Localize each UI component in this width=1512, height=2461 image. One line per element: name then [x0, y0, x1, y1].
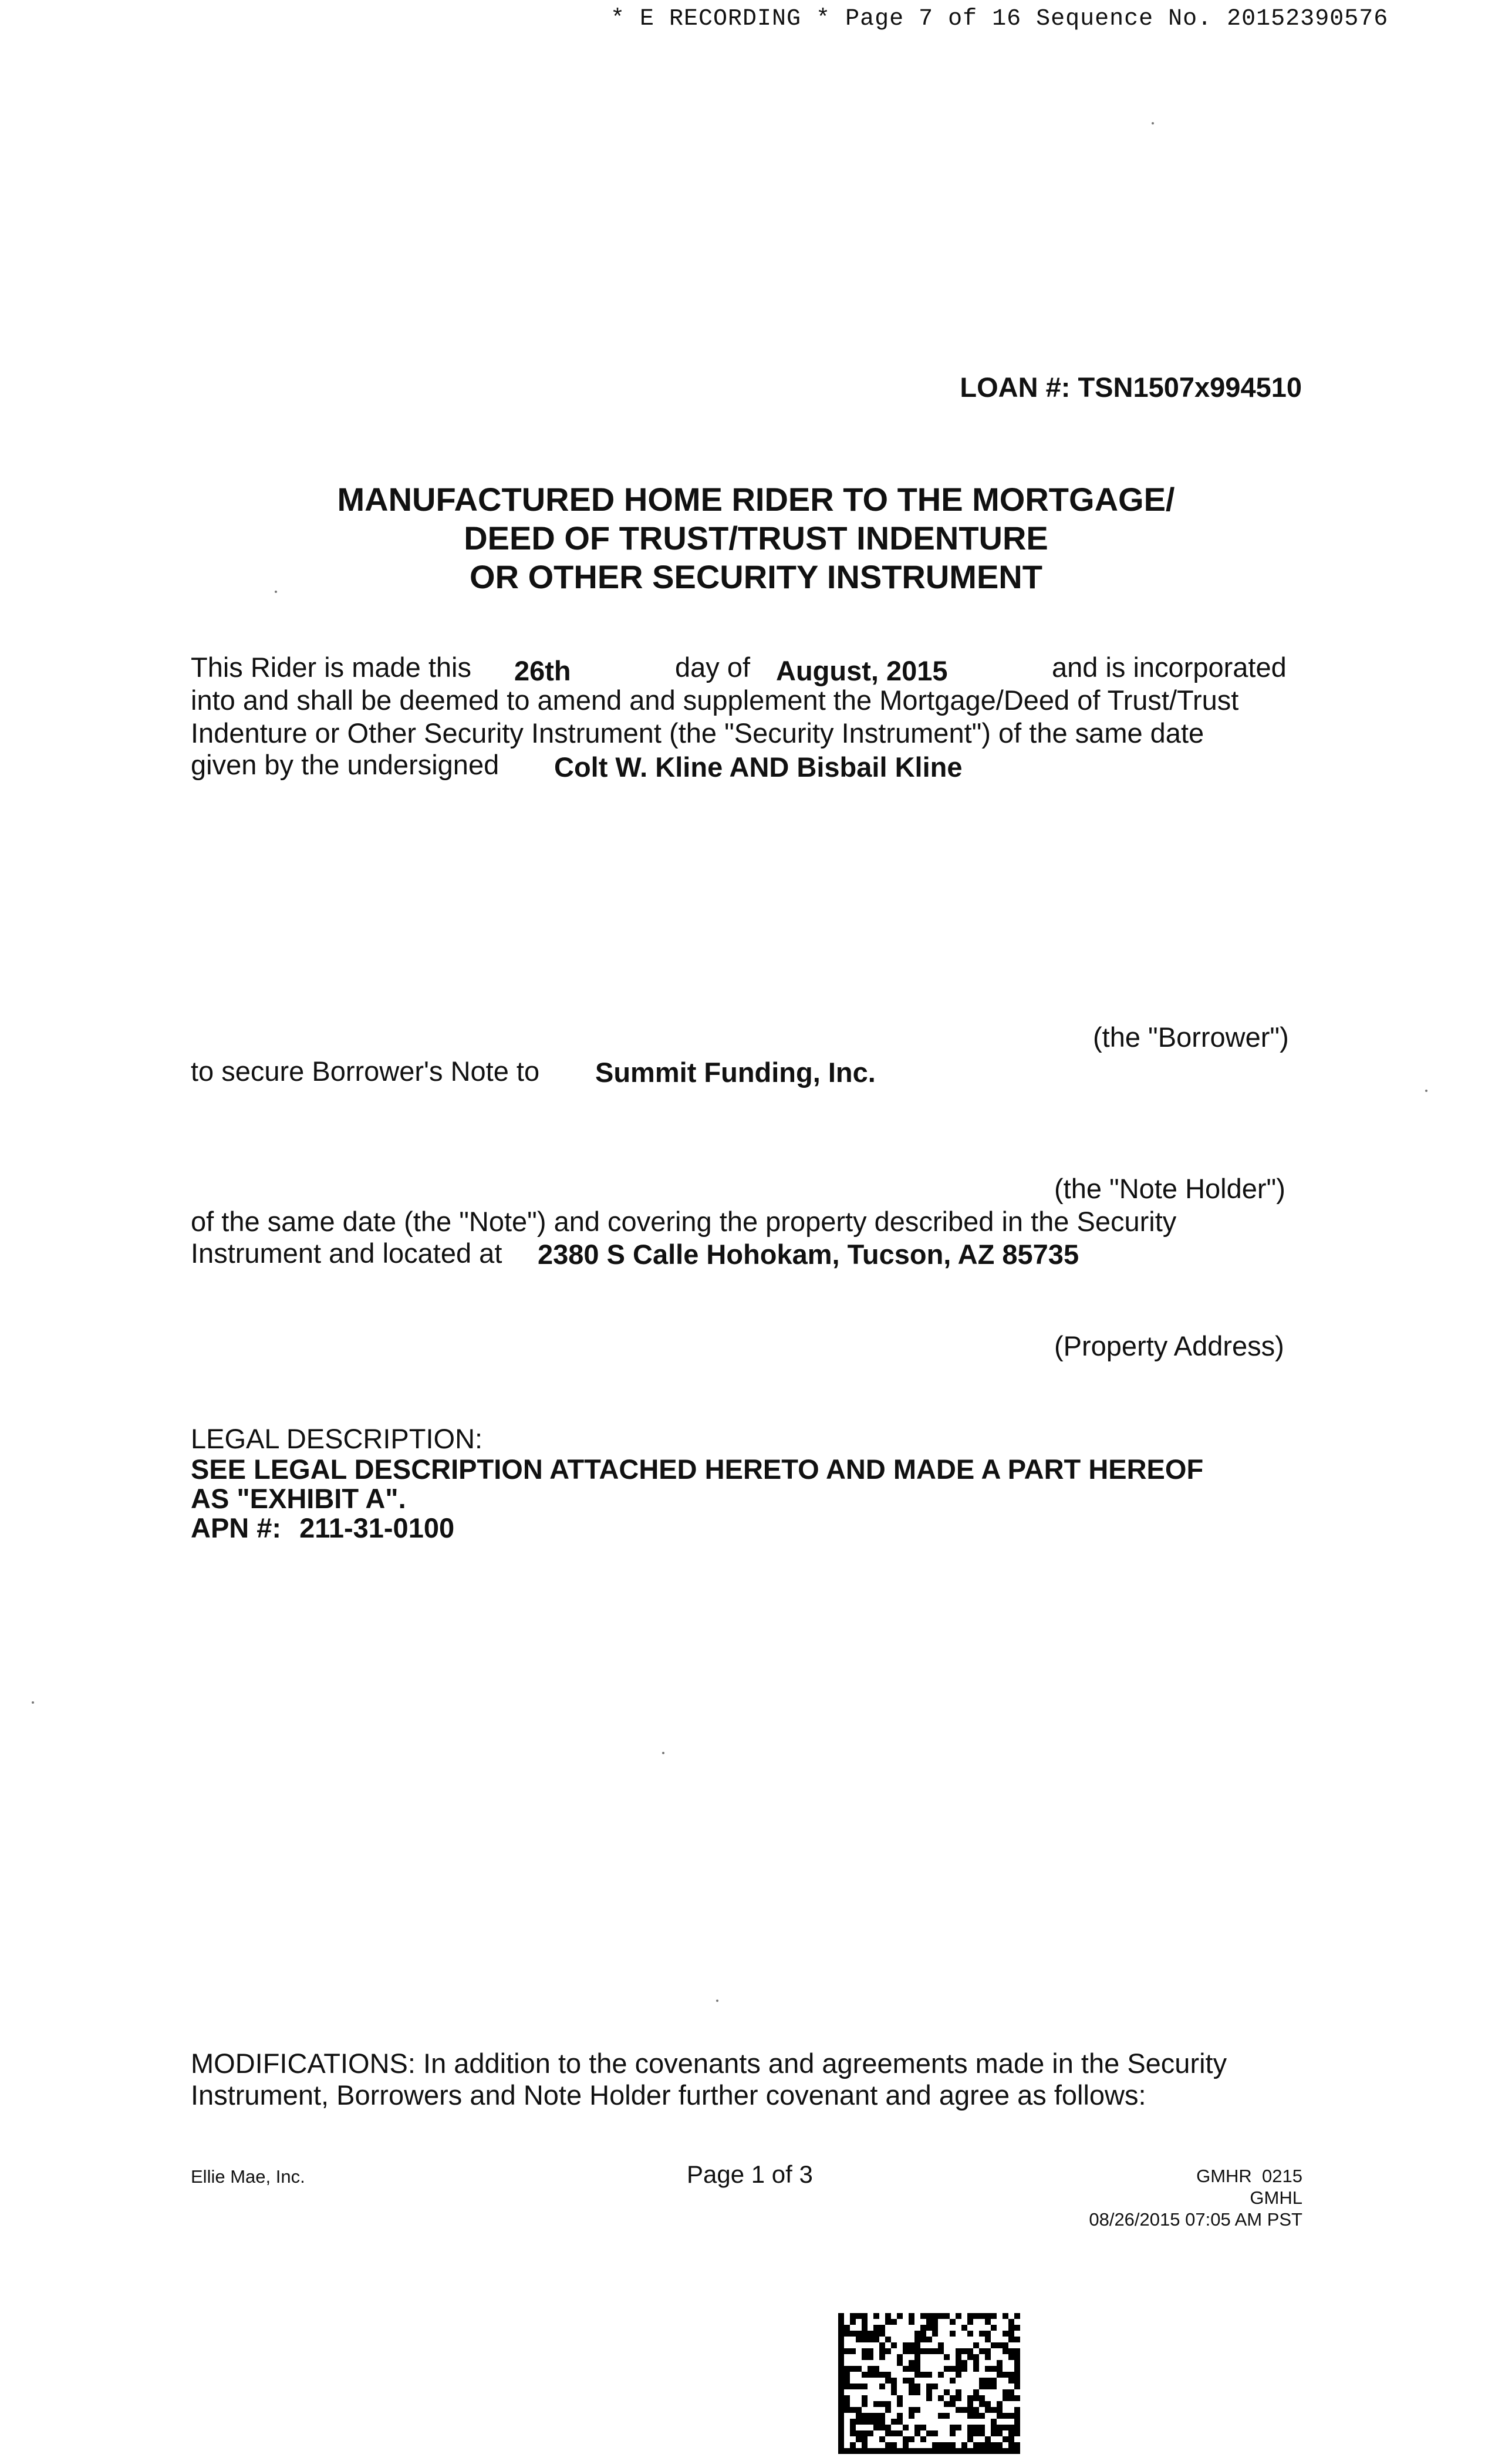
- footer-page: Page 1 of 3: [687, 2160, 813, 2188]
- footer-form-info: [1089, 2165, 1302, 2230]
- modifications-line-2: Instrument, Borrowers and Note Holder further covenant and agree as follows:: [191, 2079, 1146, 2111]
- footer-form-code-1: GMHR 0215: [1196, 2166, 1302, 2186]
- borrower-label: (the "Borrower"): [1093, 1022, 1289, 1053]
- intro-made-this: This Rider is made this: [191, 652, 471, 683]
- apn: [191, 1512, 454, 1544]
- footer-timestamp: 08/26/2015 07:05 AM PST: [1089, 2209, 1302, 2230]
- apn-label: APN #:: [191, 1512, 282, 1543]
- footer-company: Ellie Mae, Inc.: [191, 2166, 305, 2187]
- loan-value: TSN1507x994510: [1078, 372, 1302, 403]
- intro-line-3: Indenture or Other Security Instrument (the "Security Instrument") of the same date: [191, 717, 1204, 749]
- intro-day: 26th: [514, 655, 571, 686]
- scan-speck: [662, 1752, 664, 1754]
- document-title: [0, 480, 1512, 596]
- intro-incorporated: and is incorporated: [1052, 652, 1287, 683]
- intro-month-year: August, 2015: [776, 655, 948, 686]
- scan-speck: [1152, 122, 1154, 124]
- borrower-names: Colt W. Kline AND Bisbail Kline: [554, 751, 963, 783]
- property-address-label: (Property Address): [1054, 1330, 1284, 1361]
- loan-number: [960, 371, 1302, 403]
- intro-day-of: day of: [675, 652, 751, 683]
- note-line-2: of the same date (the "Note") and covering the property described in the Security: [191, 1206, 1177, 1237]
- legal-heading: LEGAL DESCRIPTION:: [191, 1423, 483, 1454]
- intro-given-by: given by the undersigned: [191, 749, 500, 780]
- scan-speck: [716, 2000, 718, 2002]
- note-located-at: Instrument and located at: [191, 1238, 502, 1269]
- intro-line-2: into and shall be deemed to amend and supplement the Mortgage/Deed of Trust/Trust: [191, 685, 1239, 716]
- footer-form-code-2: GMHL: [1250, 2187, 1302, 2208]
- apn-value: 211-31-0100: [299, 1512, 455, 1543]
- note-to-secure: to secure Borrower's Note to: [191, 1056, 540, 1087]
- scan-speck: [275, 591, 277, 593]
- modifications-line-1: MODIFICATIONS: In addition to the covenants and agreements made in the Security: [191, 2048, 1227, 2079]
- title-line-3: OR OTHER SECURITY INSTRUMENT: [470, 558, 1042, 595]
- legal-line-2: AS "EXHIBIT A".: [191, 1483, 406, 1514]
- barcode-image: [838, 2313, 1020, 2454]
- legal-line-1: SEE LEGAL DESCRIPTION ATTACHED HERETO AND MADE A PART HEREOF: [191, 1454, 1204, 1485]
- scan-speck: [1425, 1090, 1427, 1092]
- loan-label: LOAN #:: [960, 372, 1071, 403]
- title-line-2: DEED OF TRUST/TRUST INDENTURE: [464, 520, 1048, 557]
- note-holder-label: (the "Note Holder"): [1054, 1173, 1285, 1204]
- title-line-1: MANUFACTURED HOME RIDER TO THE MORTGAGE/: [337, 481, 1175, 518]
- lender-name: Summit Funding, Inc.: [595, 1057, 876, 1088]
- scan-speck: [32, 1701, 34, 1704]
- property-address: 2380 S Calle Hohokam, Tucson, AZ 85735: [538, 1239, 1079, 1270]
- recording-header: * E RECORDING * Page 7 of 16 Sequence No. 20152390576: [610, 6, 1389, 32]
